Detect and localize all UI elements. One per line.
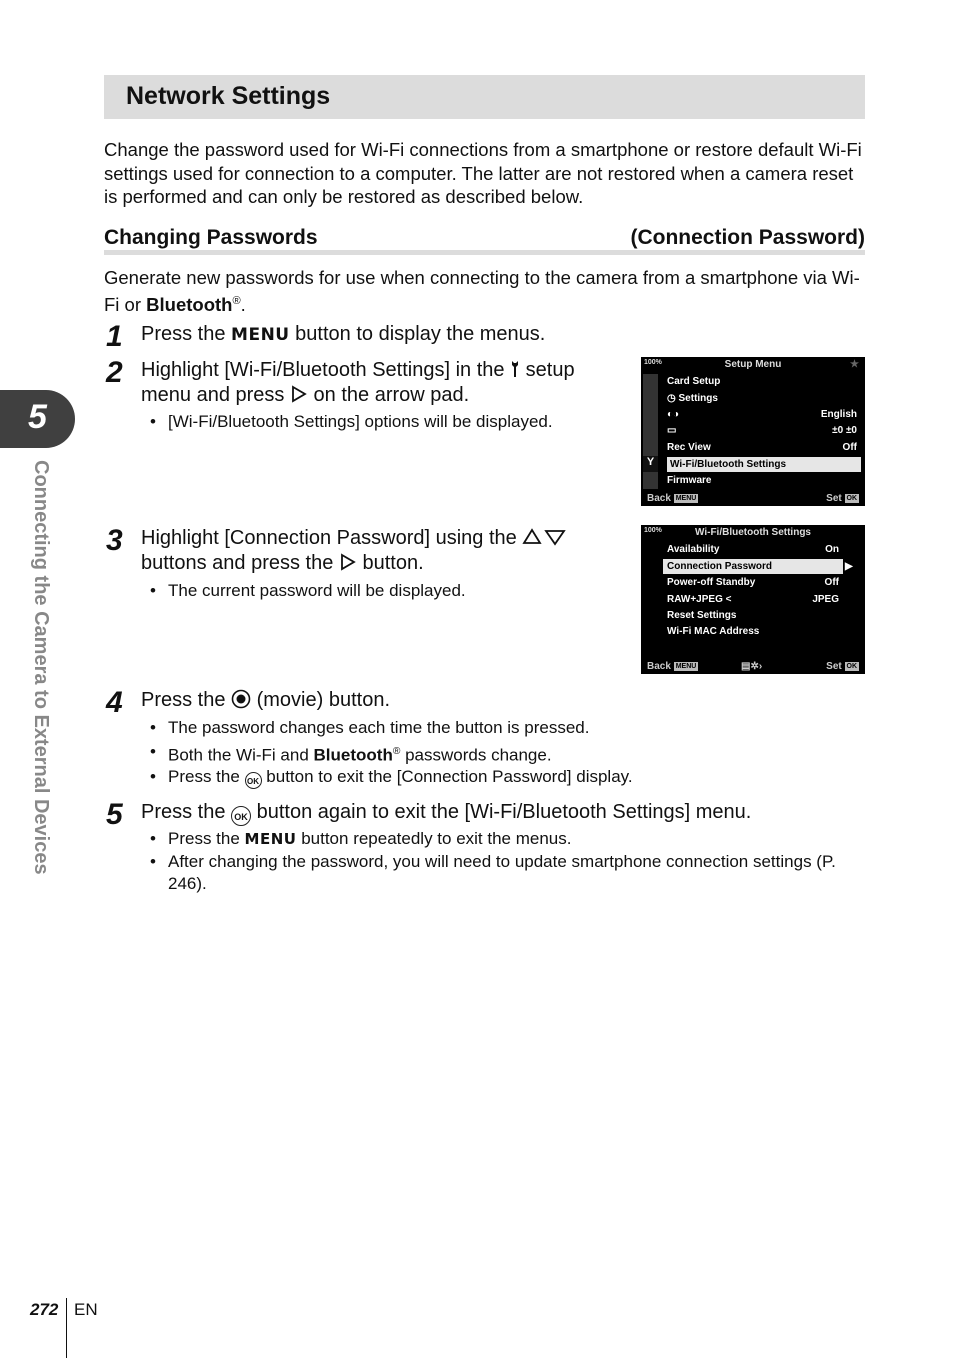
movie-button-icon <box>231 689 251 711</box>
menu-tab-strip <box>643 374 658 489</box>
share-icon: < <box>725 594 732 605</box>
page-number: 272 <box>30 1300 59 1319</box>
setup-menu-screen <box>641 357 865 506</box>
menu-row[interactable]: Firmware <box>667 475 712 486</box>
menu-row[interactable]: Reset Settings <box>667 610 737 621</box>
step-number: 2 <box>106 356 123 389</box>
step-5-text: Press the OK button again to exit the [Wi-Fi/Bluetooth Settings] menu. <box>141 800 861 826</box>
info-settings-icon: ▤✲› <box>741 661 763 672</box>
step-number: 1 <box>106 320 123 353</box>
wrench-icon <box>510 359 520 381</box>
chapter-number: 5 <box>28 398 47 436</box>
wrench-tab-icon[interactable]: Y <box>643 456 658 472</box>
monitor-adjust-icon: ▭ <box>667 425 677 436</box>
intro-paragraph: Change the password used for Wi-Fi connections from a smartphone or restore default Wi-Fi settings used for connection to a computer. The latter are not restored when a camera reset is performed and can only be restored as described below. <box>104 139 862 207</box>
screen-title: Setup Menu <box>724 359 782 370</box>
menu-row[interactable]: Rec View Off <box>667 442 857 453</box>
bullet: • After changing the password, you will need to update smartphone connection settings (P. 246). <box>150 852 836 893</box>
step-3-text: Highlight [Connection Password] using the buttons and press the button. <box>141 526 621 576</box>
menu-row[interactable]: Power-off Standby Off <box>667 577 839 588</box>
menu-row[interactable]: Availability On <box>667 544 839 555</box>
step-2-text: Highlight [Wi-Fi/Bluetooth Settings] in the setup menu and press on the arrow pad. <box>141 359 575 406</box>
bullet: • The password changes each time the button is pressed. <box>150 718 590 737</box>
menu-row[interactable]: ▭ ±0 ±0 <box>667 425 857 436</box>
clock-icon: ◷ <box>667 393 679 404</box>
chapter-tab <box>0 390 75 448</box>
footer-divider <box>66 1298 67 1358</box>
chapter-label: Connecting the Camera to External Devices <box>30 460 52 875</box>
subheading <box>104 226 865 255</box>
arrow-right-icon <box>339 552 357 574</box>
bullet: • Both the Wi-Fi and Bluetooth® passwords change. <box>150 742 552 765</box>
screen-title: Wi-Fi/Bluetooth Settings <box>694 527 811 538</box>
step-number: 3 <box>106 524 123 557</box>
step-1-text: Press the MENU button to display the menus. <box>141 323 546 345</box>
step-number: 4 <box>106 686 123 719</box>
set-hint: Set OK <box>826 493 857 504</box>
menu-row[interactable]: ◐◑ English <box>667 409 857 420</box>
arrow-right-icon <box>290 384 308 406</box>
step-number: 5 <box>106 798 123 831</box>
menu-row[interactable]: Wi-Fi MAC Address <box>667 626 760 637</box>
menu-row[interactable]: Card Setup <box>667 376 721 387</box>
back-hint: Back MENU <box>647 493 697 504</box>
subheading-left: Changing Passwords <box>104 226 318 249</box>
language-code: EN <box>74 1300 98 1319</box>
bullet: • Press the MENU button repeatedly to exit the menus. <box>150 829 572 848</box>
menu-button-label: MENU <box>244 830 297 848</box>
menu-row[interactable]: RAW+JPEG < JPEG <box>667 594 839 605</box>
menu-row-selected[interactable]: Wi-Fi/Bluetooth Settings <box>667 457 861 472</box>
menu-row[interactable]: ◷ Settings <box>667 393 718 404</box>
set-hint: Set OK <box>826 661 857 672</box>
back-hint: Back MENU <box>647 661 697 672</box>
language-icon: ◐◑ <box>667 409 680 420</box>
bullet: • The current password will be displayed. <box>150 581 466 600</box>
arrow-right-icon: ▶ <box>845 561 853 572</box>
ok-button-icon: OK <box>231 806 251 826</box>
bullet: • [Wi-Fi/Bluetooth Settings] options will be displayed. <box>150 412 553 431</box>
battery-indicator: 100% <box>644 359 662 366</box>
subheading-right: (Connection Password) <box>630 226 865 249</box>
section-title-bar <box>104 75 865 119</box>
step-4-text: Press the (movie) button. <box>141 689 390 711</box>
arrow-up-down-icon <box>522 527 566 549</box>
sub-intro-paragraph: Generate new passwords for use when connecting to the camera from a smartphone via Wi-Fi or Bluetooth®. <box>104 267 860 315</box>
menu-row-selected[interactable]: Connection Password <box>663 559 843 574</box>
menu-button-label: MENU <box>231 325 290 345</box>
bullet: • Press the OK button to exit the [Connection Password] display. <box>168 766 868 789</box>
star-icon: ★ <box>850 359 859 370</box>
wifi-bluetooth-settings-screen <box>641 525 865 674</box>
battery-indicator: 100% <box>644 527 662 534</box>
ok-button-icon: OK <box>245 772 262 789</box>
page-title: Network Settings <box>126 82 331 110</box>
